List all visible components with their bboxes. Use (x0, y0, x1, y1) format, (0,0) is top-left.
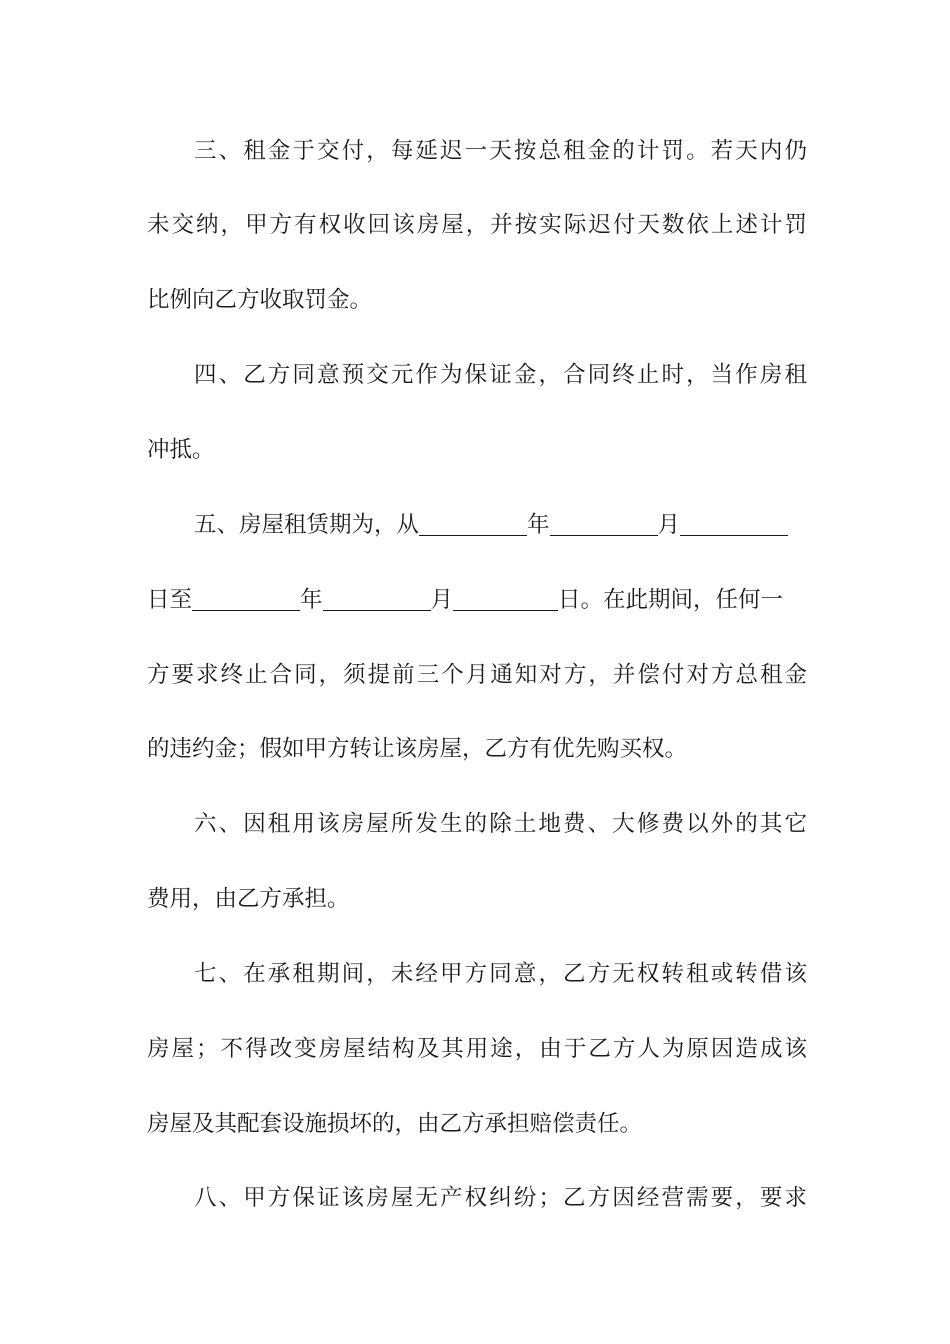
clause-3-line-1: 三、租金于交付，每延迟一天按总租金的计罚。若天内仍 (194, 138, 807, 164)
clause-5-line-3: 方要求终止合同，须提前三个月通知对方，并偿付对方总租金 (147, 662, 807, 688)
clause-5-text-d: 日至 (147, 587, 193, 613)
clause-8-line-1: 八、甲方保证该房屋无产权纠纷；乙方因经营需要，要求 (194, 1185, 807, 1211)
clause-5-line-2 (147, 580, 807, 620)
clause-7-line-1: 七、在承租期间，未经甲方同意，乙方无权转租或转借该 (194, 961, 807, 987)
clause-5-line-1 (194, 505, 807, 545)
clause-7-line-2: 房屋；不得改变房屋结构及其用途，由于乙方人为原因造成该 (147, 1036, 807, 1062)
blank-start-year (419, 509, 527, 536)
blank-end-month (323, 584, 431, 611)
clause-4-line-2: 冲抵。 (147, 437, 215, 463)
blank-start-month (550, 509, 658, 536)
clause-5-line-4: 的违约金；假如甲方转让该房屋，乙方有优先购买权。 (147, 736, 688, 762)
clause-5-text-f: 月 (430, 587, 454, 613)
blank-start-day (680, 509, 788, 536)
clause-5-text-g: 日。在此期间，任何一 (558, 587, 784, 613)
clause-6-line-1: 六、因租用该房屋所发生的除土地费、大修费以外的其它 (194, 811, 807, 837)
clause-5-text-c: 月 (657, 512, 681, 538)
blank-end-year (192, 584, 300, 611)
clause-5-text-b: 年 (527, 512, 550, 538)
clause-5-text-e: 年 (300, 587, 323, 613)
clause-7-line-3: 房屋及其配套设施损坏的，由乙方承担赔偿责任。 (147, 1111, 643, 1137)
clause-6-line-2: 费用，由乙方承担。 (147, 886, 350, 912)
clause-4-line-1: 四、乙方同意预交元作为保证金，合同终止时，当作房租 (194, 362, 807, 388)
clause-5-text-a: 五、房屋租赁期为，从 (194, 512, 420, 538)
clause-3-line-2: 未交纳，甲方有权收回该房屋，并按实际迟付天数依上述计罚 (147, 212, 807, 238)
blank-end-day (453, 584, 558, 611)
clause-3-line-3: 比例向乙方收取罚金。 (147, 287, 373, 313)
